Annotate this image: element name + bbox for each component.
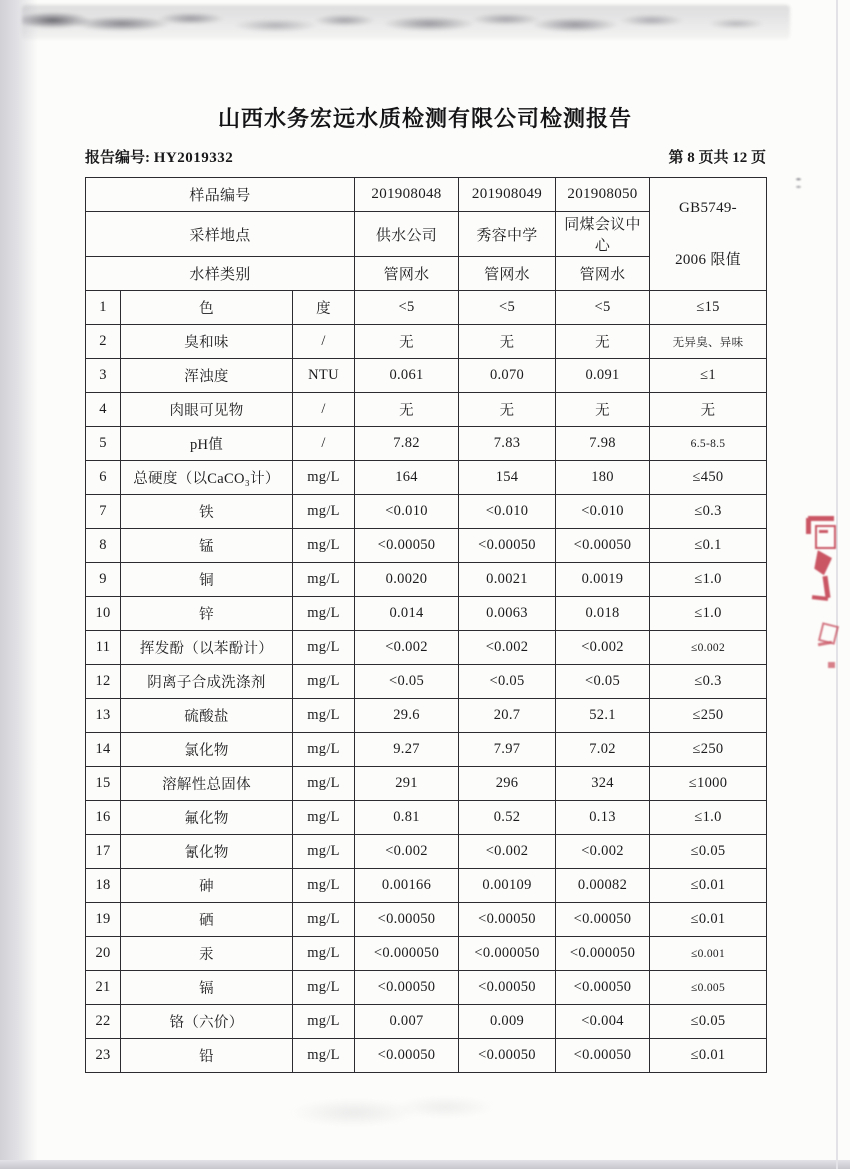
- parameter-name-cell: 硒: [121, 903, 293, 937]
- parameter-name-cell: 镉: [121, 971, 293, 1005]
- parameter-name-cell: 铁: [121, 495, 293, 529]
- sample3-value-cell: <0.000050: [556, 937, 650, 971]
- unit-cell: mg/L: [293, 529, 355, 563]
- sample3-value-cell: <0.00050: [556, 529, 650, 563]
- sample1-value-cell: 29.6: [355, 699, 459, 733]
- sample3-value-cell: <5: [556, 291, 650, 325]
- sample3-value-cell: 7.98: [556, 427, 650, 461]
- sample1-value-cell: <0.05: [355, 665, 459, 699]
- limit-value-cell: ≤250: [650, 733, 767, 767]
- sample3-value-cell: 0.13: [556, 801, 650, 835]
- sample3-value-cell: <0.002: [556, 835, 650, 869]
- table-row: [86, 835, 767, 869]
- sample2-value-cell: 0.0063: [459, 597, 556, 631]
- limit-value-cell: ≤0.01: [650, 869, 767, 903]
- location-cell: 秀容中学: [459, 212, 556, 257]
- table-row: [86, 495, 767, 529]
- sample1-value-cell: 164: [355, 461, 459, 495]
- sample3-value-cell: 0.091: [556, 359, 650, 393]
- sample2-value-cell: <0.00050: [459, 1039, 556, 1073]
- table-row: [86, 427, 767, 461]
- table-row: [86, 1005, 767, 1039]
- sample-type-cell: 管网水: [556, 257, 650, 291]
- report-meta-line: [85, 146, 766, 167]
- parameter-name-cell: 氟化物: [121, 801, 293, 835]
- row-number-cell: 16: [86, 801, 121, 835]
- table-row: [86, 699, 767, 733]
- row-number-cell: 7: [86, 495, 121, 529]
- limit-value-cell: ≤0.01: [650, 903, 767, 937]
- row-number-cell: 13: [86, 699, 121, 733]
- table-row: [86, 291, 767, 325]
- parameter-name-cell: 汞: [121, 937, 293, 971]
- sample1-value-cell: <0.00050: [355, 971, 459, 1005]
- sample1-value-cell: <0.002: [355, 631, 459, 665]
- water-quality-results-table: [85, 177, 767, 1073]
- table-row: [86, 359, 767, 393]
- scan-edge-band-left: [0, 0, 38, 1169]
- sample3-value-cell: <0.00050: [556, 1039, 650, 1073]
- parameter-name-cell: 铜: [121, 563, 293, 597]
- sample-id-label-cell: 样品编号: [86, 178, 355, 212]
- table-row: [86, 529, 767, 563]
- limit-value-cell: ≤15: [650, 291, 767, 325]
- sample3-value-cell: 0.018: [556, 597, 650, 631]
- sample2-value-cell: 0.0021: [459, 563, 556, 597]
- sample2-value-cell: <0.00050: [459, 529, 556, 563]
- sample2-value-cell: 154: [459, 461, 556, 495]
- sample1-value-cell: <0.010: [355, 495, 459, 529]
- sample3-value-cell: <0.05: [556, 665, 650, 699]
- report-number: [85, 146, 233, 167]
- parameter-name-cell: 色: [121, 291, 293, 325]
- limit-value-cell: ≤250: [650, 699, 767, 733]
- sample1-value-cell: <0.000050: [355, 937, 459, 971]
- sample-id-cell: 201908048: [355, 178, 459, 212]
- sample1-value-cell: <0.00050: [355, 1039, 459, 1073]
- unit-cell: mg/L: [293, 733, 355, 767]
- sample3-value-cell: 180: [556, 461, 650, 495]
- parameter-name-cell: 浑浊度: [121, 359, 293, 393]
- parameter-name-cell: pH值: [121, 427, 293, 461]
- limit-value-cell: ≤1.0: [650, 563, 767, 597]
- sample3-value-cell: 52.1: [556, 699, 650, 733]
- sample2-value-cell: 无: [459, 325, 556, 359]
- limit-value-cell: ≤0.1: [650, 529, 767, 563]
- location-label-cell: 采样地点: [86, 212, 355, 257]
- limit-value-cell: ≤0.05: [650, 835, 767, 869]
- row-number-cell: 2: [86, 325, 121, 359]
- limit-standard-line1: GB5749-: [679, 199, 737, 216]
- location-cell: 同煤会议中心: [556, 212, 650, 257]
- sample1-value-cell: 291: [355, 767, 459, 801]
- report-number-value: HY2019332: [153, 150, 234, 166]
- table-row: [86, 325, 767, 359]
- table-row: [86, 767, 767, 801]
- row-number-cell: 3: [86, 359, 121, 393]
- row-number-cell: 12: [86, 665, 121, 699]
- unit-cell: /: [293, 325, 355, 359]
- table-row: [86, 631, 767, 665]
- limit-value-cell: ≤1000: [650, 767, 767, 801]
- unit-cell: /: [293, 393, 355, 427]
- sample1-value-cell: 0.061: [355, 359, 459, 393]
- sample3-value-cell: 324: [556, 767, 650, 801]
- parameter-name-cell: 挥发酚（以苯酚计）: [121, 631, 293, 665]
- row-number-cell: 20: [86, 937, 121, 971]
- sample2-value-cell: 0.52: [459, 801, 556, 835]
- scan-edge-band-bottom: [0, 1160, 850, 1169]
- sample3-value-cell: <0.004: [556, 1005, 650, 1039]
- unit-cell: mg/L: [293, 597, 355, 631]
- table-row: [86, 1039, 767, 1073]
- table-row: [86, 733, 767, 767]
- unit-cell: mg/L: [293, 563, 355, 597]
- parameter-name-cell: 氯化物: [121, 733, 293, 767]
- parameter-name-cell: 锌: [121, 597, 293, 631]
- parameter-name-cell: 铬（六价）: [121, 1005, 293, 1039]
- unit-cell: mg/L: [293, 903, 355, 937]
- sample2-value-cell: <0.000050: [459, 937, 556, 971]
- table-row: [86, 971, 767, 1005]
- sample2-value-cell: 296: [459, 767, 556, 801]
- limit-value-cell: ≤1.0: [650, 597, 767, 631]
- report-number-label: 报告编号:: [85, 150, 150, 166]
- row-number-cell: 1: [86, 291, 121, 325]
- sample1-value-cell: <0.00050: [355, 903, 459, 937]
- sample2-value-cell: 7.83: [459, 427, 556, 461]
- row-number-cell: 10: [86, 597, 121, 631]
- limit-value-cell: ≤0.3: [650, 495, 767, 529]
- scan-smudge-top: [22, 5, 790, 39]
- sample1-value-cell: <0.00050: [355, 529, 459, 563]
- unit-cell: mg/L: [293, 869, 355, 903]
- sample1-value-cell: <0.002: [355, 835, 459, 869]
- sample2-value-cell: <0.010: [459, 495, 556, 529]
- limit-standard-line2: 2006 限值: [675, 251, 741, 268]
- location-cell: 供水公司: [355, 212, 459, 257]
- unit-cell: mg/L: [293, 665, 355, 699]
- red-seal-stamp-fragment: [806, 516, 840, 676]
- table-row: [86, 937, 767, 971]
- table-row: [86, 597, 767, 631]
- sample3-value-cell: 0.00082: [556, 869, 650, 903]
- unit-cell: mg/L: [293, 1005, 355, 1039]
- sample-id-cell: 201908050: [556, 178, 650, 212]
- row-number-cell: 5: [86, 427, 121, 461]
- sample2-value-cell: 20.7: [459, 699, 556, 733]
- row-number-cell: 6: [86, 461, 121, 495]
- limit-value-cell: ≤1.0: [650, 801, 767, 835]
- unit-cell: mg/L: [293, 631, 355, 665]
- table-row: [86, 461, 767, 495]
- sample2-value-cell: 0.00109: [459, 869, 556, 903]
- sample2-value-cell: <0.002: [459, 835, 556, 869]
- row-number-cell: 22: [86, 1005, 121, 1039]
- row-number-cell: 21: [86, 971, 121, 1005]
- sample-type-cell: 管网水: [459, 257, 556, 291]
- table-row: [86, 665, 767, 699]
- limit-value-cell: 6.5-8.5: [650, 427, 767, 461]
- sample-id-cell: 201908049: [459, 178, 556, 212]
- parameter-name-cell: 硫酸盐: [121, 699, 293, 733]
- limit-value-cell: ≤0.3: [650, 665, 767, 699]
- row-number-cell: 4: [86, 393, 121, 427]
- sample3-value-cell: 0.0019: [556, 563, 650, 597]
- sample3-value-cell: <0.002: [556, 631, 650, 665]
- sample1-value-cell: 0.014: [355, 597, 459, 631]
- row-number-cell: 17: [86, 835, 121, 869]
- page-indicator: 第 8 页共 12 页: [668, 150, 766, 166]
- sample2-value-cell: <5: [459, 291, 556, 325]
- row-number-cell: 8: [86, 529, 121, 563]
- sample3-value-cell: 无: [556, 393, 650, 427]
- header-row-sample-id: [86, 178, 767, 212]
- sample2-value-cell: <0.00050: [459, 903, 556, 937]
- limit-value-cell: 无: [650, 393, 767, 427]
- unit-cell: mg/L: [293, 835, 355, 869]
- sample2-value-cell: <0.05: [459, 665, 556, 699]
- unit-cell: mg/L: [293, 937, 355, 971]
- unit-cell: NTU: [293, 359, 355, 393]
- table-row: [86, 903, 767, 937]
- sample2-value-cell: 7.97: [459, 733, 556, 767]
- parameter-name-cell: 锰: [121, 529, 293, 563]
- row-number-cell: 14: [86, 733, 121, 767]
- limit-value-cell: ≤0.002: [650, 631, 767, 665]
- sample1-value-cell: 0.007: [355, 1005, 459, 1039]
- unit-cell: mg/L: [293, 801, 355, 835]
- sample2-value-cell: 0.009: [459, 1005, 556, 1039]
- table-row: [86, 801, 767, 835]
- scan-mark-small: [792, 175, 805, 192]
- page-title: 山西水务宏远水质检测有限公司检测报告: [217, 106, 632, 131]
- unit-cell: 度: [293, 291, 355, 325]
- sample3-value-cell: 7.02: [556, 733, 650, 767]
- table-row: [86, 393, 767, 427]
- sample2-value-cell: 无: [459, 393, 556, 427]
- sample-type-label-cell: 水样类别: [86, 257, 355, 291]
- sample3-value-cell: <0.010: [556, 495, 650, 529]
- sample3-value-cell: <0.00050: [556, 903, 650, 937]
- sample1-value-cell: 无: [355, 325, 459, 359]
- unit-cell: mg/L: [293, 971, 355, 1005]
- sample1-value-cell: 7.82: [355, 427, 459, 461]
- limit-value-cell: ≤0.05: [650, 1005, 767, 1039]
- unit-cell: mg/L: [293, 1039, 355, 1073]
- table-row: [86, 869, 767, 903]
- limit-standard-header-cell: [650, 178, 767, 291]
- sample-type-cell: 管网水: [355, 257, 459, 291]
- sample2-value-cell: 0.070: [459, 359, 556, 393]
- parameter-name-cell: 阴离子合成洗涤剂: [121, 665, 293, 699]
- row-number-cell: 15: [86, 767, 121, 801]
- row-number-cell: 23: [86, 1039, 121, 1073]
- limit-value-cell: ≤450: [650, 461, 767, 495]
- unit-cell: mg/L: [293, 699, 355, 733]
- sample3-value-cell: 无: [556, 325, 650, 359]
- sample2-value-cell: <0.00050: [459, 971, 556, 1005]
- parameter-name-cell: 总硬度（以CaCO₃计）: [121, 461, 293, 495]
- limit-value-cell: ≤0.01: [650, 1039, 767, 1073]
- unit-cell: mg/L: [293, 495, 355, 529]
- sample1-value-cell: <5: [355, 291, 459, 325]
- row-number-cell: 9: [86, 563, 121, 597]
- limit-value-cell: ≤0.001: [650, 937, 767, 971]
- unit-cell: mg/L: [293, 461, 355, 495]
- sample3-value-cell: <0.00050: [556, 971, 650, 1005]
- parameter-name-cell: 砷: [121, 869, 293, 903]
- row-number-cell: 11: [86, 631, 121, 665]
- sample1-value-cell: 0.81: [355, 801, 459, 835]
- limit-value-cell: ≤0.005: [650, 971, 767, 1005]
- scan-smudge-bottom: [250, 1085, 510, 1140]
- sample2-value-cell: <0.002: [459, 631, 556, 665]
- row-number-cell: 19: [86, 903, 121, 937]
- parameter-name-cell: 溶解性总固体: [121, 767, 293, 801]
- row-number-cell: 18: [86, 869, 121, 903]
- sample1-value-cell: 9.27: [355, 733, 459, 767]
- unit-cell: mg/L: [293, 767, 355, 801]
- sample1-value-cell: 无: [355, 393, 459, 427]
- table-row: [86, 563, 767, 597]
- limit-value-cell: 无异臭、异味: [650, 325, 767, 359]
- parameter-name-cell: 氰化物: [121, 835, 293, 869]
- parameter-name-cell: 肉眼可见物: [121, 393, 293, 427]
- sample1-value-cell: 0.00166: [355, 869, 459, 903]
- unit-cell: /: [293, 427, 355, 461]
- limit-value-cell: ≤1: [650, 359, 767, 393]
- parameter-name-cell: 臭和味: [121, 325, 293, 359]
- parameter-name-cell: 铅: [121, 1039, 293, 1073]
- sample1-value-cell: 0.0020: [355, 563, 459, 597]
